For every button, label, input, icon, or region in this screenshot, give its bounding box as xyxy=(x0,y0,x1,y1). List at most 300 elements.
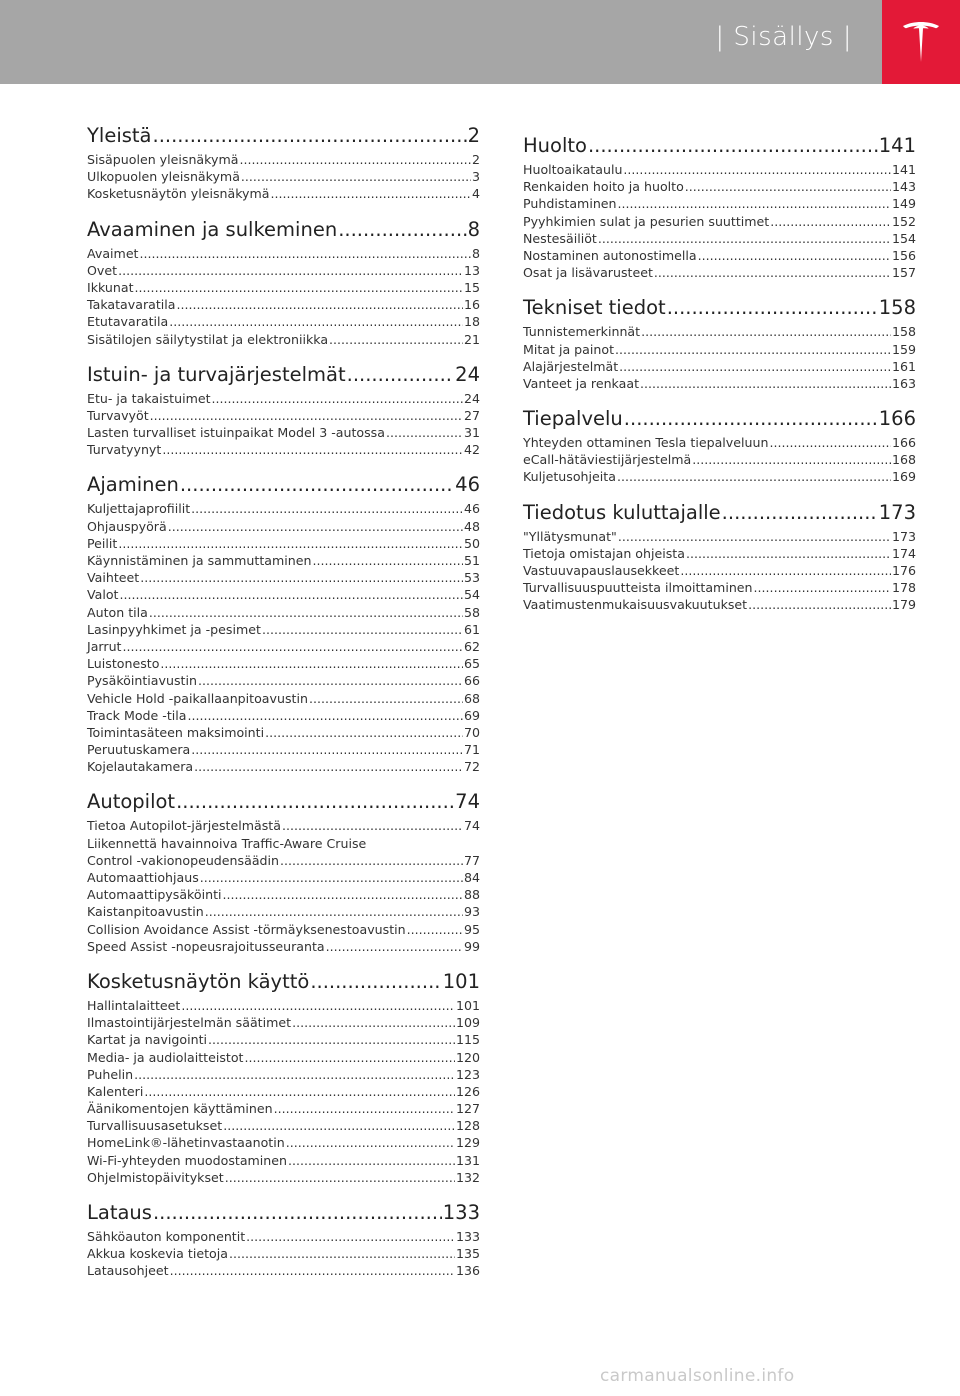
leader-dots xyxy=(181,997,455,1014)
leader-dots xyxy=(169,313,463,330)
toc-section xyxy=(87,361,480,459)
toc-entry[interactable] xyxy=(87,1169,480,1186)
leader-dots xyxy=(598,230,891,247)
entry-page: 18 xyxy=(463,314,480,330)
leader-dots xyxy=(292,1014,455,1031)
entry-page: 24 xyxy=(463,390,480,406)
entry-page: 159 xyxy=(891,341,916,357)
entry-page: 72 xyxy=(463,759,480,775)
toc-entry[interactable] xyxy=(87,1228,480,1245)
leader-dots xyxy=(654,264,891,281)
entry-page: 133 xyxy=(455,1229,480,1244)
toc-entry[interactable] xyxy=(87,1049,480,1066)
entry-page: 15 xyxy=(463,279,480,295)
section-title: Yleistä xyxy=(87,124,152,147)
leader-dots xyxy=(274,1100,455,1117)
entry-page: 158 xyxy=(891,324,916,340)
entry-title: Turvavyöt xyxy=(87,407,149,423)
entry-title: Renkaiden hoito ja huolto xyxy=(523,179,684,195)
entry-page: 53 xyxy=(463,570,480,586)
leader-dots xyxy=(200,869,463,886)
toc-entry[interactable] xyxy=(87,1014,480,1031)
leader-dots xyxy=(623,161,891,178)
entry-title: Kosketusnäytön yleisnäkymä xyxy=(87,186,270,202)
entry-page: 65 xyxy=(463,656,480,672)
toc-section-heading[interactable] xyxy=(87,122,480,150)
toc-entry[interactable] xyxy=(87,921,480,938)
toc-section-heading[interactable] xyxy=(87,216,480,244)
leader-dots xyxy=(686,545,891,562)
toc-entry[interactable] xyxy=(523,528,916,545)
toc-entry[interactable] xyxy=(523,213,916,230)
section-page: 158 xyxy=(878,296,916,320)
toc-entry[interactable] xyxy=(523,434,916,451)
toc-entry[interactable] xyxy=(87,168,480,185)
toc-section xyxy=(87,122,480,203)
leader-dots xyxy=(162,441,463,458)
entry-page: 88 xyxy=(463,887,480,903)
entry-title: Ohjauspyörä xyxy=(87,518,167,534)
entry-page: 152 xyxy=(891,213,916,229)
leader-dots xyxy=(265,724,463,741)
entry-page: 135 xyxy=(455,1246,480,1262)
leader-dots xyxy=(168,518,463,535)
entry-title: Sähköauton komponentit xyxy=(87,1229,246,1244)
entry-title: Mitat ja painot xyxy=(523,341,615,357)
toc-entry[interactable] xyxy=(87,869,480,886)
leader-dots xyxy=(769,434,891,451)
toc-entry[interactable] xyxy=(87,690,480,707)
entry-title: Kojelautakamera xyxy=(87,759,194,775)
toc-entry[interactable] xyxy=(87,638,480,655)
entry-page: 120 xyxy=(455,1049,480,1065)
toc-entry[interactable] xyxy=(87,1083,480,1100)
entry-title: Takatavaratila xyxy=(87,297,176,313)
entry-title: Äänikomentojen käyttäminen xyxy=(87,1101,273,1117)
watermark: carmanualsonline.info xyxy=(600,1366,795,1386)
entry-title: Tietoja omistajan ohjeista xyxy=(523,545,685,561)
entry-page: 31 xyxy=(463,425,480,441)
toc-section-heading[interactable] xyxy=(523,132,916,160)
leader-dots xyxy=(223,1117,455,1134)
toc-entry[interactable] xyxy=(87,518,480,535)
entry-page: 128 xyxy=(455,1118,480,1134)
toc-entry[interactable] xyxy=(87,296,480,313)
entry-title: Liikennettä havainnoiva Traffic-Aware Cruise xyxy=(87,835,367,851)
entry-title: Ulkopuolen yleisnäkymä xyxy=(87,169,240,185)
toc-entry[interactable] xyxy=(87,604,480,621)
entry-title: Akkua koskevia tietoja xyxy=(87,1246,228,1262)
section-page: 8 xyxy=(467,217,480,241)
entry-title: Speed Assist -nopeusrajoitusseuranta xyxy=(87,938,325,954)
toc-entry[interactable] xyxy=(87,741,480,758)
tesla-logo-icon xyxy=(901,20,941,64)
toc-section-heading[interactable] xyxy=(87,788,480,816)
toc-section xyxy=(87,471,480,775)
entry-page: 99 xyxy=(463,938,480,954)
leader-dots xyxy=(338,216,466,244)
entry-title: eCall-hätäviestijärjestelmä xyxy=(523,452,692,468)
toc-section xyxy=(523,132,916,281)
leader-dots xyxy=(140,245,471,262)
section-title: Lataus xyxy=(87,1201,152,1224)
leader-dots xyxy=(407,921,463,938)
leader-dots xyxy=(229,1245,455,1262)
leader-dots xyxy=(123,638,463,655)
toc-entry[interactable] xyxy=(87,185,480,202)
leader-dots xyxy=(640,375,891,392)
leader-dots xyxy=(667,294,878,322)
entry-title: Luistonesto xyxy=(87,656,160,672)
entry-page: 68 xyxy=(463,690,480,706)
entry-page: 168 xyxy=(891,452,916,468)
toc-entry[interactable] xyxy=(87,262,480,279)
entry-page: 58 xyxy=(463,604,480,620)
entry-page: 13 xyxy=(463,262,480,278)
toc-entry[interactable] xyxy=(87,245,480,262)
toc-entry[interactable] xyxy=(523,451,916,468)
entry-title: Puhelin xyxy=(87,1066,134,1082)
entry-page: 126 xyxy=(455,1083,480,1099)
entry-title: Track Mode -tila xyxy=(87,707,187,723)
entry-page: 101 xyxy=(455,997,480,1013)
toc-entry[interactable] xyxy=(523,247,916,264)
toc-entry[interactable] xyxy=(87,1262,480,1279)
leader-dots xyxy=(149,604,463,621)
toc-right-column xyxy=(523,132,916,627)
toc-section xyxy=(523,405,916,486)
toc-entry[interactable] xyxy=(87,279,480,296)
toc-entry[interactable] xyxy=(87,424,480,441)
leader-dots xyxy=(326,938,463,955)
leader-dots xyxy=(618,195,891,212)
toc-entry[interactable] xyxy=(87,1245,480,1262)
toc-entry[interactable] xyxy=(523,579,916,596)
entry-title: Automaattiohjaus xyxy=(87,870,199,885)
toc-section-heading[interactable] xyxy=(87,1199,480,1227)
leader-dots xyxy=(280,852,463,869)
entry-page: 74 xyxy=(463,818,480,834)
toc-entry[interactable] xyxy=(87,938,480,955)
entry-title: Turvallisuusasetukset xyxy=(87,1118,223,1134)
toc-section-heading[interactable] xyxy=(87,361,480,389)
entry-title: Pyyhkimien sulat ja pesurien suuttimet xyxy=(523,213,770,229)
leader-dots xyxy=(754,579,891,596)
entry-title: Collision Avoidance Assist -törmäyksenestoavustin xyxy=(87,921,406,937)
toc-section-heading[interactable] xyxy=(523,405,916,433)
toc-entry[interactable] xyxy=(87,672,480,689)
toc-entry[interactable] xyxy=(523,545,916,562)
entry-page: 50 xyxy=(463,535,480,551)
toc-entry[interactable] xyxy=(87,758,480,775)
entry-page: 8 xyxy=(471,245,480,261)
leader-dots xyxy=(212,390,463,407)
leader-dots xyxy=(386,424,463,441)
leader-dots xyxy=(685,178,891,195)
entry-page: 132 xyxy=(455,1169,480,1185)
toc-section-heading[interactable] xyxy=(87,968,480,996)
entry-page: 173 xyxy=(891,528,916,544)
leader-dots xyxy=(698,247,891,264)
leader-dots xyxy=(153,1199,442,1227)
leader-dots xyxy=(208,1031,455,1048)
section-title: Avaaminen ja sulkeminen xyxy=(87,217,338,241)
toc-entry[interactable] xyxy=(87,655,480,672)
toc-entry[interactable] xyxy=(523,195,916,212)
entry-title: Turvallisuuspuutteista ilmoittaminen xyxy=(523,580,753,596)
leader-dots xyxy=(223,886,463,903)
entry-title: Ilmastointijärjestelmän säätimet xyxy=(87,1015,292,1031)
toc-section xyxy=(523,499,916,614)
toc-entry[interactable] xyxy=(87,997,480,1014)
toc-entry[interactable] xyxy=(87,569,480,586)
entry-page: 4 xyxy=(471,186,480,202)
leader-dots xyxy=(588,132,878,160)
toc-entry[interactable] xyxy=(87,835,480,869)
entry-title: Latausohjeet xyxy=(87,1263,169,1279)
leader-dots xyxy=(170,1262,455,1279)
section-page: 141 xyxy=(878,134,916,157)
entry-page: 154 xyxy=(891,230,916,246)
entry-title: Ovet xyxy=(87,262,118,278)
entry-page: 179 xyxy=(891,597,916,613)
entry-page: 27 xyxy=(463,407,480,423)
leader-dots xyxy=(140,569,463,586)
toc-entry[interactable] xyxy=(523,341,916,358)
section-title: Ajaminen xyxy=(87,473,179,497)
entry-page: 46 xyxy=(463,501,480,517)
entry-page: 51 xyxy=(463,553,480,568)
toc-entry[interactable] xyxy=(87,886,480,903)
entry-title: Vaihteet xyxy=(87,570,140,586)
toc-entry[interactable] xyxy=(523,161,916,178)
toc-entry[interactable] xyxy=(523,375,916,392)
toc-entry[interactable] xyxy=(87,1152,480,1169)
leader-dots xyxy=(271,185,471,202)
entry-title: Kartat ja navigointi xyxy=(87,1032,208,1048)
toc-section-heading[interactable] xyxy=(523,499,916,527)
entry-title: Sisäpuolen yleisnäkymä xyxy=(87,152,239,167)
leader-dots xyxy=(135,279,463,296)
entry-title: Sisätilojen säilytystilat ja elektroniikka xyxy=(87,331,329,347)
leader-dots xyxy=(205,903,463,920)
entry-page: 149 xyxy=(891,196,916,212)
toc-entry[interactable] xyxy=(87,500,480,517)
section-title: Tiedotus kuluttajalle xyxy=(523,500,721,524)
entry-page: 131 xyxy=(455,1152,480,1168)
entry-title: Lasinpyyhkimet ja -pesimet xyxy=(87,621,261,637)
leader-dots xyxy=(144,1083,455,1100)
entry-title: Avaimet xyxy=(87,245,139,261)
entry-page: 93 xyxy=(463,904,480,920)
entry-title: Huoltoaikataulu xyxy=(523,162,623,177)
leader-dots xyxy=(191,500,463,517)
section-title: Huolto xyxy=(523,134,587,157)
section-title: Kosketusnäytön käyttö xyxy=(87,969,310,993)
leader-dots xyxy=(262,621,463,638)
entry-title: Kuljettajaprofiilit xyxy=(87,501,191,517)
leader-dots xyxy=(286,1134,455,1151)
leader-dots xyxy=(624,405,878,433)
toc-entry[interactable] xyxy=(523,596,916,613)
leader-dots xyxy=(225,1169,455,1186)
leader-dots xyxy=(239,151,471,168)
section-page: 173 xyxy=(878,500,916,524)
entry-page: 109 xyxy=(455,1015,480,1031)
leader-dots xyxy=(153,122,467,150)
entry-page: 16 xyxy=(463,297,480,313)
toc-section xyxy=(87,216,480,348)
toc-entry[interactable] xyxy=(87,1134,480,1151)
toc-entry[interactable] xyxy=(87,1117,480,1134)
toc-entry[interactable] xyxy=(87,1066,480,1083)
entry-title: Vanteet ja renkaat xyxy=(523,375,640,391)
entry-title: "Yllätysmunat" xyxy=(523,528,617,544)
entry-title: Turvatyynyt xyxy=(87,442,162,458)
entry-page: 163 xyxy=(891,375,916,391)
entry-title: Yhteyden ottaminen Tesla tiepalveluun xyxy=(523,435,769,451)
toc-entry[interactable] xyxy=(87,331,480,348)
section-page: 166 xyxy=(878,407,916,431)
section-page: 46 xyxy=(455,473,480,497)
entry-title: Käynnistäminen ja sammuttaminen xyxy=(87,553,312,568)
leader-dots xyxy=(180,471,454,499)
entry-page: 66 xyxy=(463,673,480,689)
leader-dots xyxy=(680,562,891,579)
leader-dots xyxy=(617,468,891,485)
leader-dots xyxy=(309,690,463,707)
toc-entry[interactable] xyxy=(523,468,916,485)
toc-entry[interactable] xyxy=(523,323,916,340)
section-page: 24 xyxy=(455,362,480,386)
entry-page: 129 xyxy=(455,1135,480,1151)
brand-logo xyxy=(882,0,960,84)
entry-title: Tietoa Autopilot-järjestelmästä xyxy=(87,818,281,834)
entry-title: Kalenteri xyxy=(87,1083,144,1099)
entry-title: Kuljetusohjeita xyxy=(523,469,616,485)
leader-dots xyxy=(618,528,891,545)
leader-dots xyxy=(244,1049,454,1066)
entry-title: Peilit xyxy=(87,535,118,551)
entry-page: 156 xyxy=(891,247,916,263)
toc-entry[interactable] xyxy=(87,586,480,603)
entry-title: Osat ja lisävarusteet xyxy=(523,265,653,281)
entry-title: Vastuuvapauslausekkeet xyxy=(523,563,680,578)
entry-title: Lasten turvalliset istuinpaikat Model 3 -autossa xyxy=(87,425,385,441)
toc-entry[interactable] xyxy=(87,313,480,330)
entry-title: Jarrut xyxy=(87,638,122,654)
toc-entry[interactable] xyxy=(87,441,480,458)
leader-dots xyxy=(329,331,463,348)
toc-section-heading[interactable] xyxy=(523,294,916,322)
entry-title: Vaatimustenmukaisuusvakuutukset xyxy=(523,597,748,613)
leader-dots xyxy=(160,655,463,672)
toc-section xyxy=(87,1199,480,1280)
toc-left-column xyxy=(87,122,480,1293)
entry-title-continued: Control -vakionopeudensäädin xyxy=(87,852,280,868)
section-page: 133 xyxy=(442,1201,480,1224)
toc-entry[interactable] xyxy=(87,1100,480,1117)
toc-entry[interactable] xyxy=(87,552,480,569)
entry-page: 21 xyxy=(463,331,480,347)
entry-title: Ohjelmistopäivitykset xyxy=(87,1169,224,1185)
toc-entry[interactable] xyxy=(87,817,480,834)
toc-entry[interactable] xyxy=(87,707,480,724)
entry-title: Auton tila xyxy=(87,604,148,620)
toc-entry[interactable] xyxy=(523,562,916,579)
toc-entry[interactable] xyxy=(523,178,916,195)
leader-dots xyxy=(187,707,462,724)
leader-dots xyxy=(288,1152,455,1169)
section-page: 101 xyxy=(442,969,480,993)
entry-title: Etutavaratila xyxy=(87,314,169,330)
entry-title: HomeLink®-lähetinvastaanotin xyxy=(87,1135,285,1151)
entry-page: 143 xyxy=(891,179,916,195)
section-title: Tiepalvelu xyxy=(523,407,623,431)
page-header xyxy=(0,0,960,84)
entry-page: 178 xyxy=(891,580,916,596)
leader-dots xyxy=(770,213,891,230)
leader-dots xyxy=(118,535,463,552)
toc-section-heading[interactable] xyxy=(87,471,480,499)
toc-entry[interactable] xyxy=(523,230,916,247)
toc-section xyxy=(523,294,916,392)
entry-title: Kaistanpitoavustin xyxy=(87,904,204,920)
entry-title: Vehicle Hold -paikallaanpitoavustin xyxy=(87,690,308,706)
leader-dots xyxy=(310,968,441,996)
entry-page: 61 xyxy=(463,621,480,637)
toc-entry[interactable] xyxy=(87,407,480,424)
toc-entry[interactable] xyxy=(87,1031,480,1048)
toc-section xyxy=(87,788,480,955)
section-title: Tekniset tiedot xyxy=(523,296,666,320)
toc-entry[interactable] xyxy=(87,724,480,741)
entry-page: 161 xyxy=(891,358,916,374)
entry-page: 84 xyxy=(463,870,480,885)
leader-dots xyxy=(615,341,891,358)
entry-page: 166 xyxy=(891,435,916,451)
section-page: 2 xyxy=(467,124,480,147)
entry-title: Peruutuskamera xyxy=(87,742,191,758)
leader-dots xyxy=(177,296,463,313)
entry-page: 70 xyxy=(463,724,480,740)
leader-dots xyxy=(150,407,463,424)
toc-entry[interactable] xyxy=(87,535,480,552)
toc-entry[interactable] xyxy=(87,390,480,407)
leader-dots xyxy=(246,1228,455,1245)
leader-dots xyxy=(312,552,463,569)
toc-entry[interactable] xyxy=(523,264,916,281)
toc-entry[interactable] xyxy=(523,358,916,375)
entry-page: 169 xyxy=(891,469,916,485)
entry-title: Nestesäiliöt xyxy=(523,230,597,246)
entry-page: 62 xyxy=(463,638,480,654)
entry-title: Hallintalaitteet xyxy=(87,997,181,1013)
page-title: | Sisällys | xyxy=(715,22,852,52)
entry-title: Nostaminen autonostimella xyxy=(523,247,697,263)
leader-dots xyxy=(176,788,454,816)
leader-dots xyxy=(198,672,463,689)
toc-entry[interactable] xyxy=(87,151,480,168)
entry-page: 127 xyxy=(455,1101,480,1117)
leader-dots xyxy=(641,323,891,340)
entry-page: 3 xyxy=(471,169,480,185)
entry-title: Ikkunat xyxy=(87,279,134,295)
leader-dots xyxy=(120,586,463,603)
leader-dots xyxy=(118,262,463,279)
toc-entry[interactable] xyxy=(87,903,480,920)
toc-entry[interactable] xyxy=(87,621,480,638)
